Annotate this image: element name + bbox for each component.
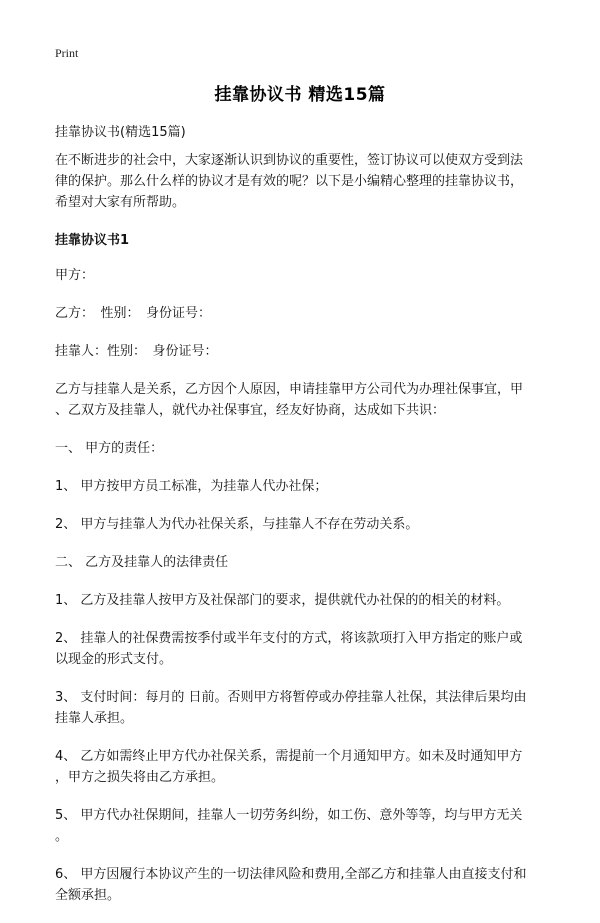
party-b-duties-heading: 二、 乙方及挂靠人的法律责任 xyxy=(55,555,229,570)
text-line: 挂靠人承担。 xyxy=(55,711,134,726)
party-b-line: 乙方： 性别： 身份证号： xyxy=(55,306,212,321)
text-line: 、乙双方及挂靠人，就代办社保事宜，经友好协商，达成如下共识： xyxy=(55,403,446,418)
document-body xyxy=(55,150,555,923)
text-line: 2、 挂靠人的社保费需按季付或半年支付的方式，将该款项打入甲方指定的账户或 xyxy=(55,631,523,646)
text-line: 5、 甲方代办社保期间，挂靠人一切劳务纠纷，如工伤、意外等等，均与甲方无关 xyxy=(55,808,523,823)
clause-b3 xyxy=(55,687,555,729)
party-a-line: 甲方： xyxy=(55,268,95,283)
text-line: 4、 乙方如需终止甲方代办社保关系，需提前一个月通知甲方。如未及时通知甲方 xyxy=(55,749,523,764)
text-line: 乙方与挂靠人是关系，乙方因个人原因，申请挂靠甲方公司代为办理社保事宜，甲 xyxy=(55,382,524,397)
text-line: 。 xyxy=(55,829,69,844)
intro-paragraph xyxy=(55,150,555,213)
preamble-paragraph xyxy=(55,379,555,421)
affiliate-line: 挂靠人：性别： 身份证号： xyxy=(55,344,218,359)
text-line: 在不断进步的社会中，大家逐渐认识到协议的重要性，签订协议可以使双方受到法 xyxy=(55,153,524,168)
text-line: 以现金的形式支付。 xyxy=(55,652,173,667)
clause-b6 xyxy=(55,864,555,906)
text-line: ，甲方之损失将由乙方承担。 xyxy=(55,770,225,785)
clause-b5 xyxy=(55,805,555,847)
text-line: 律的保护。那么什么样的协议才是有效的呢？以下是小编精心整理的挂靠协议书， xyxy=(55,174,524,189)
print-label[interactable]: Print xyxy=(55,46,79,60)
section-title: 挂靠协议书1 xyxy=(55,233,130,248)
text-line: 6、 甲方因履行本协议产生的一切法律风险和费用,全部乙方和挂靠人由直接支付和 xyxy=(55,867,527,882)
clause-a2: 2、 甲方与挂靠人为代办社保关系，与挂靠人不存在劳动关系。 xyxy=(55,517,419,532)
clause-b1: 1、 乙方及挂靠人按甲方及社保部门的要求，提供就代办社保的的相关的材料。 xyxy=(55,593,510,608)
clause-a1: 1、 甲方按甲方员工标准，为挂靠人代办社保； xyxy=(55,479,328,494)
text-line: 全额承担。 xyxy=(55,888,121,903)
text-line: 3、 支付时间：每月的 日前。否则甲方将暂停或办停挂靠人社保，其法律后果均由 xyxy=(55,690,527,705)
page-title: 挂靠协议书 精选15篇 xyxy=(214,85,386,105)
clause-b4 xyxy=(55,746,555,788)
clause-b2 xyxy=(55,628,555,670)
party-a-duties-heading: 一、 甲方的责任： xyxy=(55,441,164,456)
text-line: 希望对大家有所帮助。 xyxy=(55,195,186,210)
document-subtitle: 挂靠协议书(精选15篇) xyxy=(55,125,186,140)
